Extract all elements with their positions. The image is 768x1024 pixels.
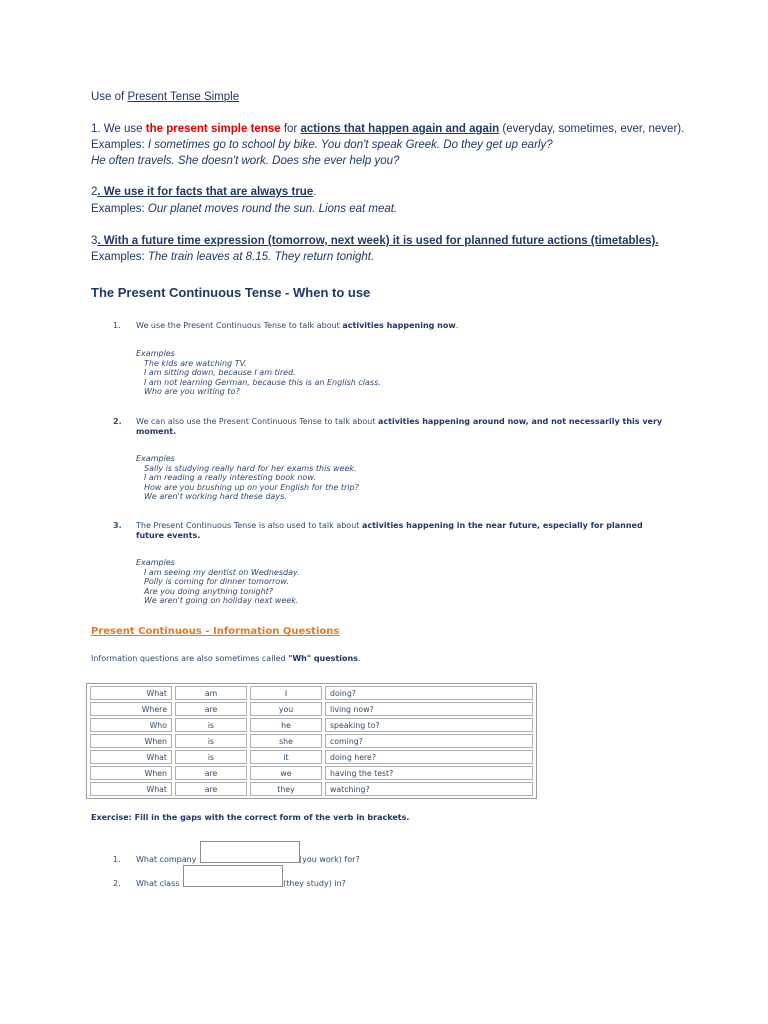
example-line: Are you doing anything tonight? — [144, 586, 274, 596]
rest-cell: living now? — [325, 702, 533, 716]
table-row — [90, 718, 533, 732]
simple-rule-1 — [91, 123, 684, 135]
rule-2-example: Our planet moves round the sun. Lions eat meat. — [144, 203, 398, 215]
verb-cell: are — [175, 702, 247, 716]
continuous-item-1-examples — [136, 349, 381, 397]
rule-3-underlined: . With a future time expression (tomorrow, next week) it is used for planned future actions (timetables). — [97, 235, 659, 247]
exercise-item-1-before: What company — [136, 855, 197, 864]
rule-1-for: for — [280, 123, 301, 135]
rest-cell: coming? — [325, 734, 533, 748]
rule-3-number: 3 — [91, 235, 98, 247]
rule-1-we-use: We use — [100, 123, 146, 135]
rule-1-rest: (everyday, sometimes, ever, never). — [499, 123, 685, 135]
rule-1-highlight: the present simple tense — [145, 123, 281, 135]
example-line: We aren't going on holiday next week. — [144, 596, 299, 606]
example-line: How are you brushing up on your English for the trip? — [144, 482, 359, 492]
subject-cell: it — [250, 750, 322, 764]
example-line: I am sitting down, because I am tired. — [144, 368, 296, 378]
subject-cell: we — [250, 766, 322, 780]
continuous-item-3-bold-2: future events. — [136, 531, 201, 540]
exercise-item-2-before: What class — [136, 879, 180, 888]
example-line: I am not learning German, because this is an English class. — [144, 377, 381, 387]
wh-questions-table — [86, 683, 537, 799]
rest-cell: watching? — [325, 782, 533, 796]
continuous-item-2-bold-2: moment. — [136, 427, 177, 436]
info-intro-end: . — [357, 654, 361, 663]
rule-1-examples-label: Examples: — [91, 139, 145, 151]
rule-1-examples-line-1 — [91, 139, 553, 151]
subject-cell: they — [250, 782, 322, 796]
table-row — [90, 686, 533, 700]
continuous-item-1-bold: activities happening now — [342, 321, 456, 330]
rule-1-number: 1. — [91, 123, 101, 135]
continuous-item-3-text-cont — [136, 531, 200, 540]
rule-2-end: . — [313, 186, 317, 198]
rule-2-examples — [91, 203, 397, 215]
info-questions-intro — [91, 654, 361, 663]
rule-3-example: The train leaves at 8.15. They return tonight. — [144, 251, 375, 263]
table-row — [90, 734, 533, 748]
continuous-item-2-text-cont — [136, 427, 176, 436]
continuous-item-1-number: 1. — [113, 321, 121, 330]
verb-cell: is — [175, 734, 247, 748]
verb-cell: is — [175, 718, 247, 732]
continuous-heading: The Present Continuous Tense - When to use — [91, 285, 371, 300]
title-link[interactable]: Present Tense Simple — [127, 91, 240, 103]
rule-3-examples-label: Examples: — [91, 251, 145, 263]
example-line: Sally is studying really hard for her exams this week. — [144, 463, 357, 473]
continuous-item-3-text — [136, 521, 643, 530]
rest-cell: doing here? — [325, 750, 533, 764]
rule-1-example-1: I sometimes go to school by bike. You don't speak Greek. Do they get up early? — [144, 139, 553, 151]
wh-word-cell: What — [90, 750, 172, 764]
example-line: I am reading a really interesting book now. — [144, 473, 316, 483]
example-line: I am seeing my dentist on Wednesday. — [144, 567, 300, 577]
example-line: Who are you writing to? — [144, 387, 240, 397]
continuous-item-1-lead: We use the Present Continuous Tense to talk about — [136, 321, 343, 330]
wh-word-cell: Who — [90, 718, 172, 732]
rule-2-underlined: . We use it for facts that are always true — [97, 186, 314, 198]
verb-cell: is — [175, 750, 247, 764]
example-line: We aren't working hard these days. — [144, 492, 287, 502]
info-questions-heading: Present Continuous - Information Questions — [91, 626, 340, 637]
continuous-item-2-lead: We can also use the Present Continuous Tense to talk about — [136, 417, 378, 426]
exercise-item-1-answer-input[interactable] — [200, 841, 300, 863]
continuous-item-3-bold: activities happening in the near future, especially for planned — [361, 521, 643, 530]
rule-3-examples — [91, 251, 374, 263]
subject-cell: you — [250, 702, 322, 716]
rule-2-examples-label: Examples: — [91, 203, 145, 215]
document-title — [91, 91, 239, 103]
continuous-item-2-number: 2. — [113, 417, 122, 426]
exercise-item-1-after: (you work) for? — [299, 855, 360, 864]
examples-label: Examples — [136, 349, 175, 358]
continuous-item-2-bold: activities happening around now, and not necessarily this very — [378, 417, 663, 426]
examples-label: Examples — [136, 558, 175, 567]
info-intro-text: Information questions are also sometimes called — [91, 654, 289, 663]
exercise-item-2-number: 2. — [113, 879, 121, 888]
rule-1-examples-line-2: He often travels. She doesn't work. Does she ever help you? — [91, 155, 400, 167]
continuous-item-3-lead: The Present Continuous Tense is also used to talk about — [136, 521, 362, 530]
table-row — [90, 766, 533, 780]
exercise-item-2-answer-input[interactable] — [183, 865, 283, 887]
info-intro-bold: "Wh" questions — [288, 654, 358, 663]
example-line: Polly is coming for dinner tomorrow. — [144, 577, 289, 587]
example-line: The kids are watching TV. — [144, 358, 247, 368]
continuous-item-3-number: 3. — [113, 521, 122, 530]
rest-cell: having the test? — [325, 766, 533, 780]
verb-cell: am — [175, 686, 247, 700]
wh-word-cell: When — [90, 734, 172, 748]
simple-rule-3 — [91, 235, 659, 247]
rule-2-number: 2 — [91, 186, 98, 198]
wh-word-cell: What — [90, 782, 172, 796]
continuous-item-1-text — [136, 321, 458, 330]
wh-word-cell: When — [90, 766, 172, 780]
wh-word-cell: What — [90, 686, 172, 700]
exercise-item-1-number: 1. — [113, 855, 121, 864]
title-prefix: Use of — [91, 91, 128, 103]
table-row — [90, 750, 533, 764]
subject-cell: she — [250, 734, 322, 748]
continuous-item-3-examples — [136, 558, 300, 606]
verb-cell: are — [175, 782, 247, 796]
subject-cell: I — [250, 686, 322, 700]
continuous-item-2-text — [136, 417, 662, 426]
examples-label: Examples — [136, 454, 175, 463]
wh-word-cell: Where — [90, 702, 172, 716]
subject-cell: he — [250, 718, 322, 732]
rule-1-underlined: actions that happen again and again — [300, 123, 500, 135]
continuous-item-2-examples — [136, 454, 359, 502]
exercise-heading-text: Exercise: Fill in the gaps with the correct form of the verb in brackets. — [91, 813, 410, 822]
rest-cell: doing? — [325, 686, 533, 700]
table-row — [90, 702, 533, 716]
table-row — [90, 782, 533, 796]
exercise-heading — [91, 813, 409, 822]
continuous-item-1-tail: . — [455, 321, 459, 330]
verb-cell: are — [175, 766, 247, 780]
exercise-item-2-after: (they study) in? — [283, 879, 346, 888]
simple-rule-2 — [91, 186, 316, 198]
rest-cell: speaking to? — [325, 718, 533, 732]
